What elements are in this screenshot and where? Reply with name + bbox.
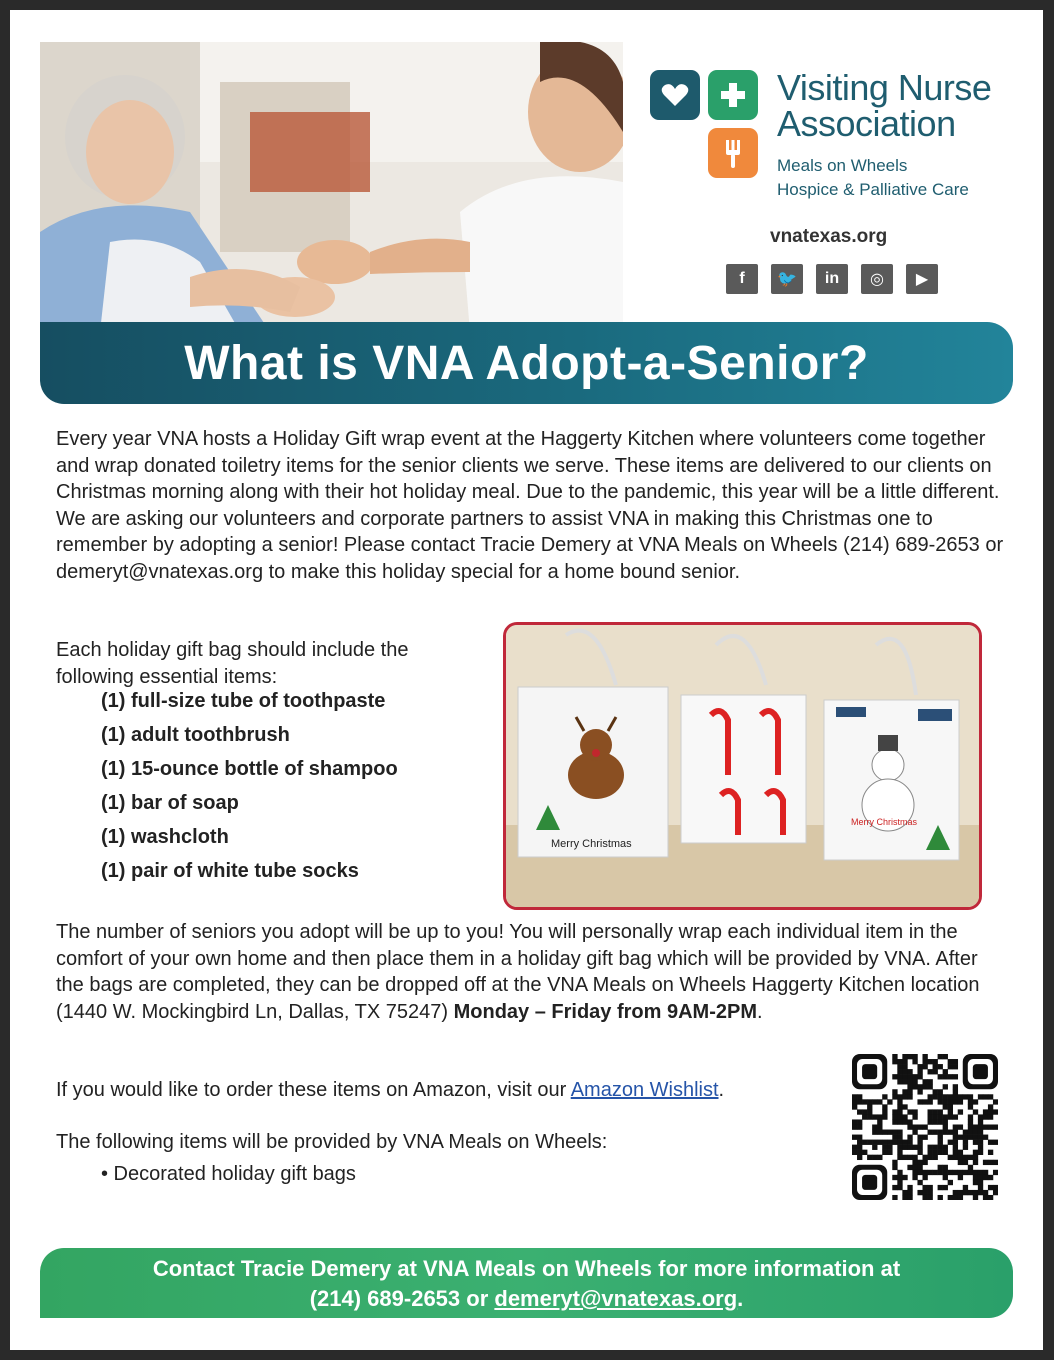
heart-icon — [650, 70, 700, 120]
list-item: (1) washcloth — [101, 826, 229, 848]
twitter-icon[interactable]: 🐦 — [771, 264, 803, 294]
flyer-page — [10, 10, 1043, 1350]
social-links — [726, 264, 938, 294]
medical-cross-icon — [708, 70, 758, 120]
logo-subtitle: Meals on Wheels Hospice & Palliative Care — [777, 156, 969, 199]
footer-line-1: Contact Tracie Demery at VNA Meals on Wheels for more information at — [152, 1256, 901, 1281]
page-title: What is VNA Adopt-a-Senior? — [184, 336, 869, 390]
list-item: • Decorated holiday gift bags — [101, 1163, 356, 1185]
youtube-icon[interactable]: ▶ — [906, 264, 938, 294]
list-intro: Each holiday gift bag should include the following essential items: — [56, 639, 409, 688]
bag-text: Merry Christmas — [551, 838, 632, 850]
list-item: (1) 15-ounce bottle of shampoo — [101, 758, 398, 780]
list-item: (1) adult toothbrush — [101, 724, 290, 746]
amazon-wishlist-link[interactable]: Amazon Wishlist — [570, 1079, 719, 1101]
footer-email-link[interactable]: demeryt@vnatexas.org — [494, 1286, 738, 1311]
list-item: (1) pair of white tube socks — [101, 860, 359, 882]
contact-footer — [40, 1248, 1013, 1318]
facebook-icon[interactable]: f — [726, 264, 758, 294]
website-link[interactable]: vnatexas.org — [770, 226, 888, 247]
fork-icon — [708, 128, 758, 178]
essential-items-list — [101, 688, 398, 892]
nurse-senior-photo — [40, 42, 623, 332]
headline-banner — [40, 322, 1013, 404]
list-item: (1) full-size tube of toothpaste — [101, 690, 386, 712]
logo-title: Visiting Nurse Association — [777, 67, 992, 144]
amazon-paragraph: If you would like to order these items on Amazon, visit our Amazon Wishlist. — [56, 1079, 725, 1101]
dropoff-hours: Monday – Friday from 9AM-2PM — [453, 1000, 757, 1023]
vna-logo — [650, 67, 1030, 200]
footer-line-2: (214) 689-2653 or demeryt@vnatexas.org. — [309, 1286, 744, 1311]
list-item: (1) bar of soap — [101, 792, 239, 814]
gift-bags-photo — [503, 622, 982, 910]
instagram-icon[interactable]: ◎ — [861, 264, 893, 294]
linkedin-icon[interactable]: in — [816, 264, 848, 294]
dropoff-paragraph: The number of seniors you adopt will be up to you! You will personally wrap each individual item in the comfort of your own home and then place them in a holiday gift bag which will be provided by VNA. After the bags are completed, they can be dropped off at the VNA Meals on Wheels Haggerty Kitchen location (1440 W. Mockingbird Ln, Dallas, TX 75247) Monday – Friday from 9AM-2PM. — [56, 921, 980, 1023]
provided-heading: The following items will be provided by VNA Meals on Wheels: — [56, 1131, 608, 1153]
bag-text: Merry Christmas — [851, 817, 918, 827]
intro-paragraph: Every year VNA hosts a Holiday Gift wrap event at the Haggerty Kitchen where volunteers come together and wrap donated toiletry items for the senior clients we serve. These items are delivered to our clients on Christmas morning along with their hot holiday meal. Due to the pandemic, this year will be a little different. We are asking our volunteers and corporate partners to assist VNA in making this Christmas one to remember by adopting a senior! Please contact Tracie Demery at VNA Meals on Wheels (214) 689-2653 or demeryt@vnatexas.org to make this holiday special for a home bound senior. — [56, 428, 1004, 583]
qr-code[interactable] — [852, 1054, 998, 1200]
